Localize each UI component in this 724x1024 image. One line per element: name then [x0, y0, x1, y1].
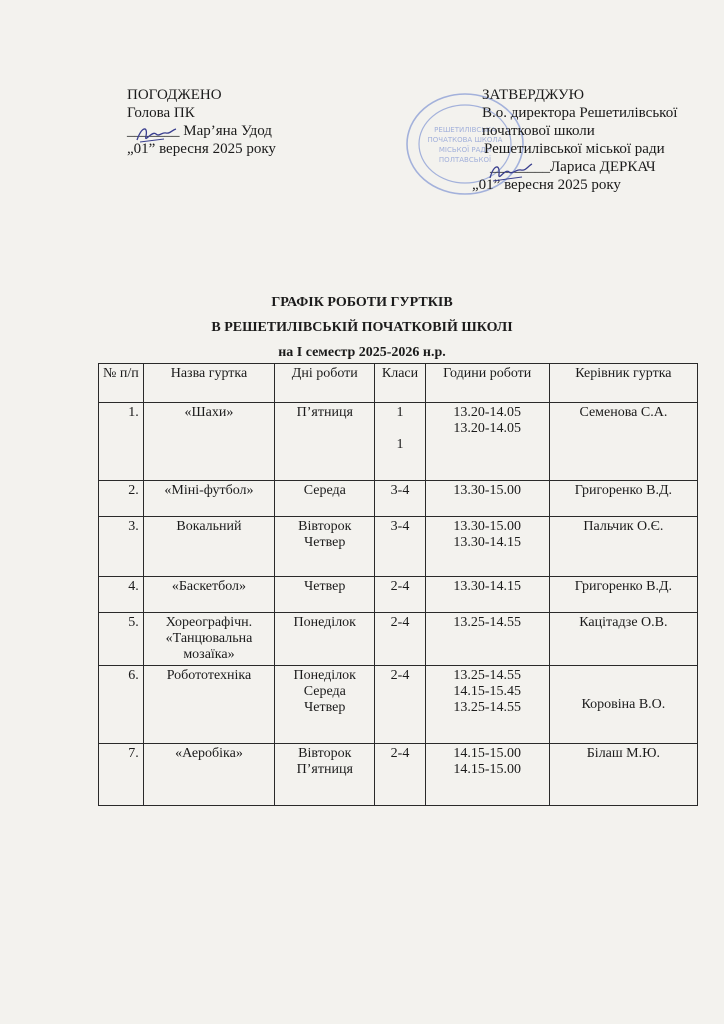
- table-row: [99, 481, 698, 517]
- work-days: Понеділок Середа Четвер: [275, 666, 375, 744]
- svg-text:ПОЧАТКОВА ШКОЛА: ПОЧАТКОВА ШКОЛА: [427, 136, 503, 144]
- grades: 2-4: [375, 613, 425, 666]
- approval-approved-signature-line: ________Лариса ДЕРКАЧ: [490, 159, 656, 175]
- work-days: Вівторок П’ятниця: [275, 744, 375, 806]
- grades: 2-4: [375, 577, 425, 613]
- club-name: «Міні-футбол»: [143, 481, 274, 517]
- work-hours: 13.20-14.05 13.20-14.05: [425, 403, 549, 481]
- header-club-name: Назва гуртка: [143, 364, 274, 403]
- work-days: Понеділок: [275, 613, 375, 666]
- right-signature-icon: [488, 160, 534, 186]
- approval-agreed-signature-line: _______ Мар’яна Удод: [127, 123, 272, 139]
- clubs-schedule-table: [98, 363, 698, 806]
- row-number: 1.: [99, 403, 144, 481]
- table-header-row: [99, 364, 698, 403]
- header-club-leader: Керівник гуртка: [549, 364, 697, 403]
- club-leader: Коровіна В.О.: [549, 666, 697, 744]
- grades: 3-4: [375, 517, 425, 577]
- grades: 2-4: [375, 666, 425, 744]
- club-name: Вокальний: [143, 517, 274, 577]
- row-number: 3.: [99, 517, 144, 577]
- table-row: [99, 613, 698, 666]
- club-leader: Григоренко В.Д.: [549, 577, 697, 613]
- table-row: [99, 403, 698, 481]
- grades: 1 1: [375, 403, 425, 481]
- grades: 3-4: [375, 481, 425, 517]
- header-work-days: Дні роботи: [275, 364, 375, 403]
- work-days: Четвер: [275, 577, 375, 613]
- work-hours: 13.25-14.55: [425, 613, 549, 666]
- approval-approved-school: початкової школи: [482, 123, 595, 139]
- title-line-3: на І семестр 2025-2026 н.р.: [278, 345, 446, 360]
- work-days: П’ятниця: [275, 403, 375, 481]
- club-name: «Баскетбол»: [143, 577, 274, 613]
- svg-text:ПОЛТАВСЬКОЇ: ПОЛТАВСЬКОЇ: [438, 156, 492, 164]
- club-leader: Білаш М.Ю.: [549, 744, 697, 806]
- work-hours: 13.30-15.00 13.30-14.15: [425, 517, 549, 577]
- header-grades: Класи: [375, 364, 425, 403]
- work-days: Вівторок Четвер: [275, 517, 375, 577]
- approval-agreed-heading: ПОГОДЖЕНО: [127, 87, 222, 103]
- work-hours: 13.25-14.55 14.15-15.45 13.25-14.55: [425, 666, 549, 744]
- row-number: 6.: [99, 666, 144, 744]
- approval-approved-council: Решетилівської міської ради: [484, 141, 665, 157]
- approval-approved-date: „01” вересня 2025 року: [472, 177, 621, 193]
- header-number: № п/п: [99, 364, 144, 403]
- club-leader: Кацітадзе О.В.: [549, 613, 697, 666]
- work-hours: 13.30-15.00: [425, 481, 549, 517]
- grades: 2-4: [375, 744, 425, 806]
- table-row: [99, 577, 698, 613]
- club-leader: Пальчик О.Є.: [549, 517, 697, 577]
- club-name: «Аеробіка»: [143, 744, 274, 806]
- approval-agreed-date: „01” вересня 2025 року: [127, 141, 276, 157]
- row-number: 4.: [99, 577, 144, 613]
- table-row: [99, 517, 698, 577]
- svg-text:РЕШЕТИЛІВСЬКА: РЕШЕТИЛІВСЬКА: [434, 126, 496, 134]
- work-days: Середа: [275, 481, 375, 517]
- row-number: 5.: [99, 613, 144, 666]
- approval-approved-heading: ЗАТВЕРДЖУЮ: [482, 87, 585, 103]
- svg-text:МІСЬКОЇ РАДИ: МІСЬКОЇ РАДИ: [438, 146, 492, 154]
- left-signature-icon: [134, 124, 178, 146]
- document-title: [0, 290, 724, 365]
- row-number: 2.: [99, 481, 144, 517]
- approval-agreed-block: [127, 86, 276, 158]
- approval-agreed-role: Голова ПК: [127, 105, 195, 121]
- club-leader: Григоренко В.Д.: [549, 481, 697, 517]
- approval-approved-block: [427, 86, 720, 194]
- table-row: [99, 666, 698, 744]
- work-hours: 13.30-14.15: [425, 577, 549, 613]
- club-leader: Семенова С.А.: [549, 403, 697, 481]
- title-line-1: ГРАФІК РОБОТИ ГУРТКІВ: [271, 295, 453, 310]
- title-line-2: В РЕШЕТИЛІВСЬКІЙ ПОЧАТКОВІЙ ШКОЛІ: [211, 320, 513, 335]
- club-name: «Шахи»: [143, 403, 274, 481]
- club-name: Робототехніка: [143, 666, 274, 744]
- row-number: 7.: [99, 744, 144, 806]
- header-work-hours: Години роботи: [425, 364, 549, 403]
- approval-approved-position: В.о. директора Решетилівської: [482, 105, 678, 121]
- work-hours: 14.15-15.00 14.15-15.00: [425, 744, 549, 806]
- club-name: Хореографічн. «Танцювальна мозаїка»: [143, 613, 274, 666]
- table-row: [99, 744, 698, 806]
